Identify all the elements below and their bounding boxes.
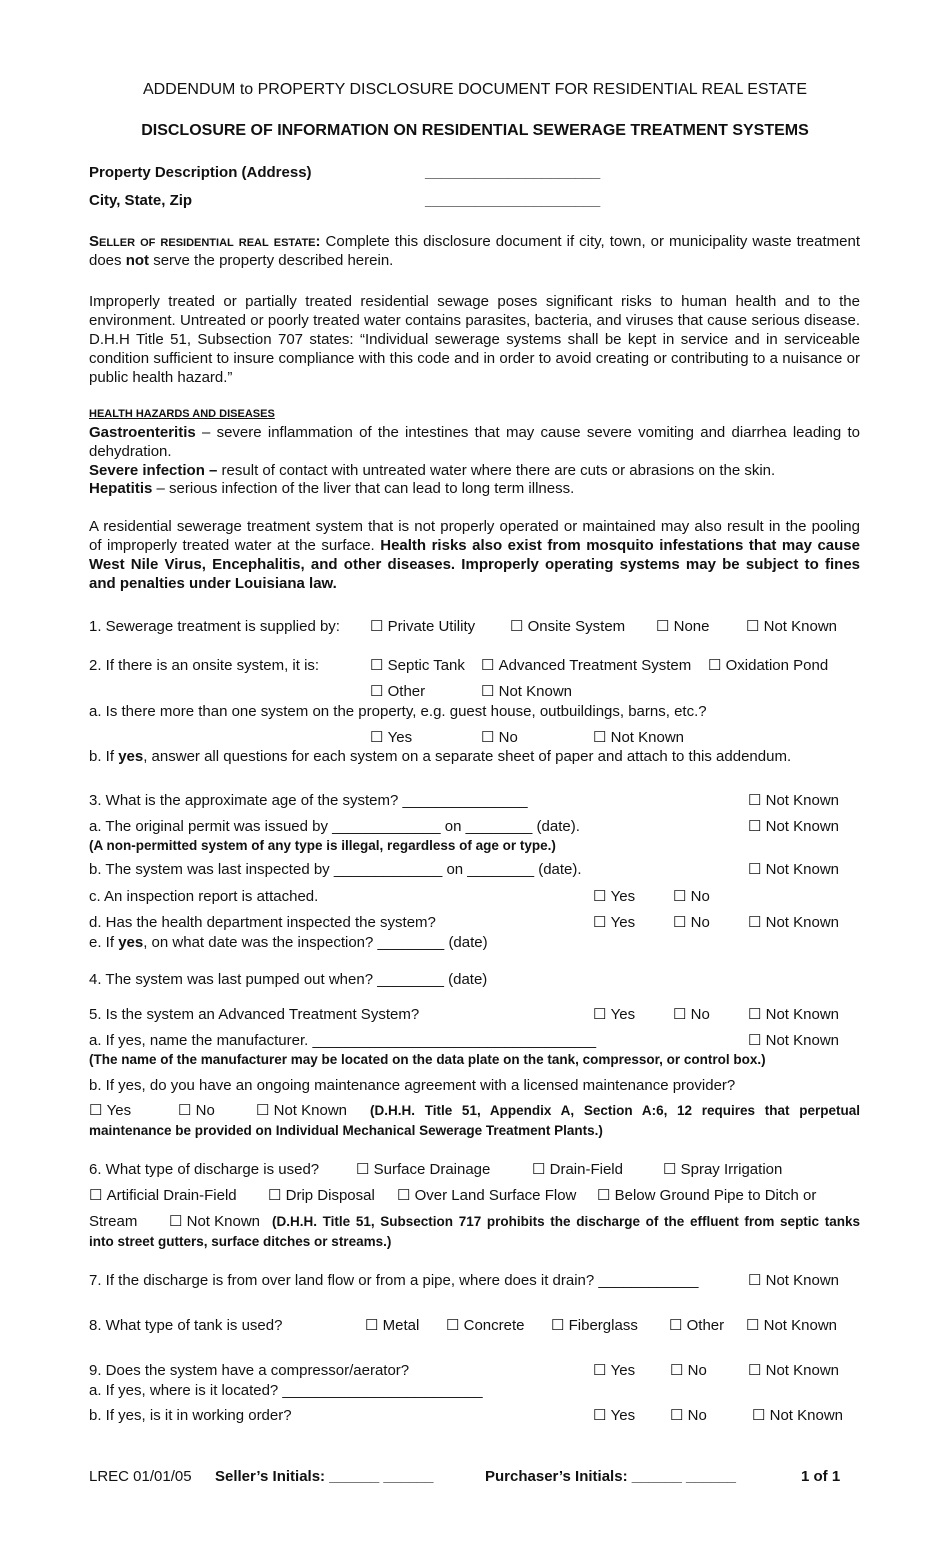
q7-label: 7. If the discharge is from over land flow or from a pipe, where does it drain? ____________ (89, 1272, 699, 1289)
q6-spray-checkbox[interactable]: ☐ Spray Irrigation (663, 1160, 782, 1179)
city-label: City, State, Zip (89, 192, 193, 209)
q5b-yes-checkbox[interactable]: ☐ Yes (89, 1101, 131, 1120)
q3b-not-known-checkbox[interactable]: ☐ Not Known (748, 860, 839, 879)
text: A residential sewerage treatment system that is not properly operated or maintained may also result in the pooling of improperly treated water at the surface. (89, 518, 860, 554)
q1-none-checkbox[interactable]: ☐ None (656, 617, 709, 636)
q2-label: 2. If there is an onsite system, it is: (89, 657, 320, 674)
q6-surface-drainage-checkbox[interactable]: ☐ Surface Drainage (356, 1160, 490, 1179)
q3d-yes-checkbox[interactable]: ☐ Yes (593, 913, 635, 932)
q5-yes-checkbox[interactable]: ☐ Yes (593, 1005, 635, 1024)
seller-instruction (89, 232, 860, 270)
q3d-label: d. Has the health department inspected the system? (89, 914, 436, 931)
q8-concrete-checkbox[interactable]: ☐ Concrete (446, 1316, 525, 1335)
q1-onsite-checkbox[interactable]: ☐ Onsite System (510, 617, 625, 636)
hazard-term: Gastroenteritis (89, 424, 196, 441)
q3-not-known-checkbox[interactable]: ☐ Not Known (748, 791, 839, 810)
q9b-not-known-checkbox[interactable]: ☐ Not Known (752, 1406, 843, 1425)
q2b-label (89, 747, 791, 766)
text: Complete this disclosure document if city, town, or municipality waste treatment does (89, 233, 860, 269)
q5a-note: (The name of the manufacturer may be located on the data plate on the tank, compressor, or control box.) (89, 1052, 766, 1067)
q2-advanced-checkbox[interactable]: ☐ Advanced Treatment System (481, 656, 691, 675)
q5-no-checkbox[interactable]: ☐ No (673, 1005, 710, 1024)
q6-overland-checkbox[interactable]: ☐ Over Land Surface Flow (397, 1186, 576, 1205)
q5-not-known-checkbox[interactable]: ☐ Not Known (748, 1005, 839, 1024)
q3a-note: (A non-permitted system of any type is illegal, regardless of age or type.) (89, 838, 556, 853)
q6-drip-checkbox[interactable]: ☐ Drip Disposal (268, 1186, 375, 1205)
q3e-label (89, 933, 488, 952)
text: , answer all questions for each system on a separate sheet of paper and attach to this addendum. (143, 748, 792, 765)
text-bold: Health risks also exist from mosquito infestations that may cause West Nile Virus, Encephalitis, and other diseases. Improperly operating systems may be subject to fines and penalties under Louisiana law. (89, 537, 860, 592)
q5b-note: (D.H.H. Title 51, Appendix A, Section A:6, 12 requires that perpetual maintenance be provided on Individual Mechanical Sewerage Treatment Plants.) (89, 1103, 860, 1138)
page-number: 1 of 1 (801, 1468, 841, 1485)
q5-label: 5. Is the system an Advanced Treatment System? (89, 1006, 420, 1023)
q9a-label: a. If yes, where is it located? ________________________ (89, 1382, 483, 1399)
text: e. If (89, 934, 119, 951)
q3c-no-checkbox[interactable]: ☐ No (673, 887, 710, 906)
q6-label: 6. What type of discharge is used? (89, 1161, 320, 1178)
q3b-label: b. The system was last inspected by _____________ on ________ (date). (89, 861, 582, 878)
q5b-no-checkbox[interactable]: ☐ No (178, 1101, 215, 1120)
q9-not-known-checkbox[interactable]: ☐ Not Known (748, 1361, 839, 1380)
q5b-label: b. If yes, do you have an ongoing maintenance agreement with a licensed maintenance provider? (89, 1077, 736, 1094)
q3d-not-known-checkbox[interactable]: ☐ Not Known (748, 913, 839, 932)
q3a-not-known-checkbox[interactable]: ☐ Not Known (748, 817, 839, 836)
q1-label: 1. Sewerage treatment is supplied by: (89, 618, 340, 635)
q6-note: (D.H.H. Title 51, Subsection 717 prohibits the discharge of the effluent from septic tanks into street gutters, surface ditches or streams.) (89, 1214, 860, 1249)
city-field[interactable]: _____________________ (425, 192, 601, 209)
q8-other-checkbox[interactable]: ☐ Other (669, 1316, 724, 1335)
text-bold: yes (118, 748, 144, 765)
q6-below-ground-checkbox[interactable]: ☐ Below Ground Pipe to Ditch or (597, 1186, 816, 1205)
q2a-yes-checkbox[interactable]: ☐ Yes (370, 728, 412, 747)
q5b-not-known-checkbox[interactable]: ☐ Not Known (256, 1101, 347, 1120)
q9b-no-checkbox[interactable]: ☐ No (670, 1406, 707, 1425)
q2-septic-checkbox[interactable]: ☐ Septic Tank (370, 656, 465, 675)
q3-label: 3. What is the approximate age of the system? _______________ (89, 792, 528, 809)
q2a-label: a. Is there more than one system on the property, e.g. guest house, outbuildings, barns, etc.? (89, 703, 707, 720)
q6-artificial-checkbox[interactable]: ☐ Artificial Drain-Field (89, 1186, 237, 1205)
q2-not-known-checkbox[interactable]: ☐ Not Known (481, 682, 572, 701)
q8-metal-checkbox[interactable]: ☐ Metal (365, 1316, 419, 1335)
hazard-item (89, 461, 860, 480)
q2a-no-checkbox[interactable]: ☐ No (481, 728, 518, 747)
risk-paragraph-2 (89, 517, 860, 593)
hazards-heading: HEALTH HAZARDS AND DISEASES (89, 408, 275, 420)
q2-other-checkbox[interactable]: ☐ Other (370, 682, 425, 701)
text: , on what date was the inspection? ________ (date) (143, 934, 488, 951)
q6-stream-text: Stream (89, 1213, 138, 1230)
q4-label: 4. The system was last pumped out when? ________ (date) (89, 971, 488, 988)
text: b. If (89, 748, 119, 765)
address-field[interactable]: _____________________ (425, 164, 601, 181)
q3d-no-checkbox[interactable]: ☐ No (673, 913, 710, 932)
risk-paragraph: Improperly treated or partially treated residential sewage poses significant risks to human health and to the environment. Untreated or poorly treated water contains parasites, bacteria, and viruses that cause serious disease. D.H.H Title 51, Subsection 707 states: “Individual sewerage systems shall be kept in service and in serviceable condition sufficient to insure compliance with this code and in order to avoid creating or contributing to a nuisance or public health hazard.” (89, 293, 860, 386)
main-title: DISCLOSURE OF INFORMATION ON RESIDENTIAL SEWERAGE TREATMENT SYSTEMS (141, 122, 809, 139)
hazard-term: Hepatitis (89, 480, 153, 497)
hazard-text: result of contact with untreated water where there are cuts or abrasions on the skin. (217, 462, 776, 479)
q6-not-known-checkbox[interactable]: ☐ Not Known (169, 1212, 260, 1231)
q8-fiberglass-checkbox[interactable]: ☐ Fiberglass (551, 1316, 638, 1335)
q9b-yes-checkbox[interactable]: ☐ Yes (593, 1406, 635, 1425)
q1-not-known-checkbox[interactable]: ☐ Not Known (746, 617, 837, 636)
q6-drain-field-checkbox[interactable]: ☐ Drain-Field (532, 1160, 623, 1179)
q5a-label: a. If yes, name the manufacturer. __________________________________ (89, 1032, 597, 1049)
form-id: LREC 01/01/05 (89, 1468, 192, 1485)
q2a-not-known-checkbox[interactable]: ☐ Not Known (593, 728, 684, 747)
seller-label: Seller of residential real estate: (89, 233, 321, 250)
q8-not-known-checkbox[interactable]: ☐ Not Known (746, 1316, 837, 1335)
seller-initials[interactable]: Seller’s Initials: ______ ______ (215, 1468, 434, 1485)
purchaser-initials[interactable]: Purchaser’s Initials: ______ ______ (485, 1468, 737, 1485)
q1-private-utility-checkbox[interactable]: ☐ Private Utility (370, 617, 475, 636)
q9-label: 9. Does the system have a compressor/aerator? (89, 1362, 410, 1379)
q9-no-checkbox[interactable]: ☐ No (670, 1361, 707, 1380)
hazard-item (89, 423, 860, 461)
q3a-label: a. The original permit was issued by _____________ on ________ (date). (89, 818, 580, 835)
text: serve the property described herein. (149, 252, 394, 269)
q5a-not-known-checkbox[interactable]: ☐ Not Known (748, 1031, 839, 1050)
hazard-term: Severe infection – (89, 462, 218, 479)
q3c-yes-checkbox[interactable]: ☐ Yes (593, 887, 635, 906)
text-bold: not (125, 252, 150, 269)
addendum-title: ADDENDUM to PROPERTY DISCLOSURE DOCUMENT FOR RESIDENTIAL REAL ESTATE (142, 81, 808, 98)
hazard-text: – severe inflammation of the intestines that may cause severe vomiting and diarrhea leading to dehydration. (89, 424, 860, 460)
text-bold: yes (118, 934, 144, 951)
q2-oxidation-checkbox[interactable]: ☐ Oxidation Pond (708, 656, 828, 675)
hazard-item (89, 479, 860, 498)
q7-not-known-checkbox[interactable]: ☐ Not Known (748, 1271, 839, 1290)
q8-label: 8. What type of tank is used? (89, 1317, 283, 1334)
hazard-text: – serious infection of the liver that can lead to long term illness. (152, 480, 575, 497)
q3c-label: c. An inspection report is attached. (89, 888, 319, 905)
address-label: Property Description (Address) (89, 164, 312, 181)
q9-yes-checkbox[interactable]: ☐ Yes (593, 1361, 635, 1380)
q9b-label: b. If yes, is it in working order? (89, 1407, 292, 1424)
